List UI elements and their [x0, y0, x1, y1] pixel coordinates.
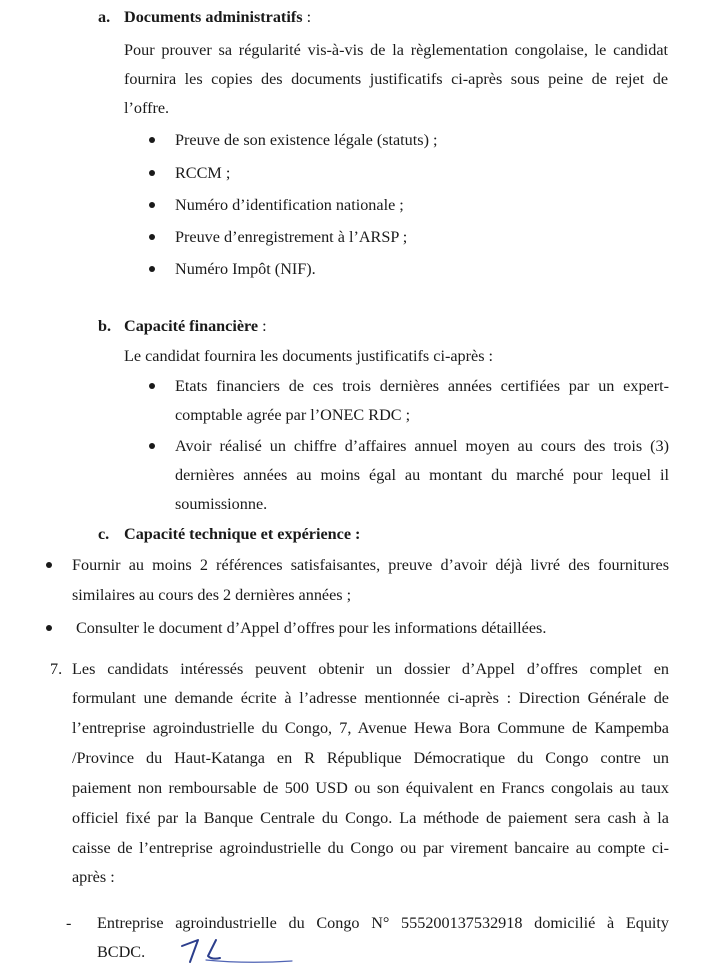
- list-item-line: Fournir au moins 2 références satisfaisantes, preuve d’avoir déjà livré des fournitures: [72, 556, 669, 574]
- section-7-line: caisse de l’entreprise agroindustrielle du Congo ou par virement bancaire au compte ci-: [72, 839, 669, 857]
- bullet-icon: [149, 170, 155, 176]
- section-b-heading-line: [124, 316, 267, 336]
- list-item-line: dernières années au moins égal au montant du marché pour lequel il: [175, 466, 669, 484]
- list-item: Consulter le document d’Appel d’offres pour les informations détaillées.: [76, 619, 547, 637]
- bullet-icon: [149, 234, 155, 240]
- bank-account-line: BCDC.: [97, 943, 146, 961]
- bullet-icon: [149, 266, 155, 272]
- section-7-line: formulant une demande écrite à l’adresse mentionnée ci-après : Direction Générale de: [72, 689, 669, 707]
- section-a-paragraph-line: Pour prouver sa régularité vis-à-vis de la règlementation congolaise, le candidat: [124, 41, 668, 59]
- section-7-line: paiement non remboursable de 500 USD ou son équivalent en Francs congolais au taux: [72, 779, 669, 797]
- list-item-line: Avoir réalisé un chiffre d’affaires annuel moyen au cours des trois (3): [175, 437, 669, 455]
- list-item-line: Etats financiers de ces trois dernières années certifiées par un expert-: [175, 377, 669, 395]
- section-a-marker: a.: [98, 8, 111, 26]
- section-a-paragraph-line: l’offre.: [124, 99, 170, 117]
- bullet-icon: [149, 383, 155, 389]
- section-7-line: Les candidats intéressés peuvent obtenir un dossier d’Appel d’offres complet en: [72, 660, 669, 678]
- dash-marker: -: [66, 914, 72, 932]
- section-7-line: l’entreprise agroindustrielle du Congo, 7, Avenue Hewa Bora Commune de Kampemba: [72, 719, 669, 737]
- section-7-line: officiel fixé par la Banque Centrale du Congo. La méthode de paiement sera cash à la: [72, 809, 669, 827]
- list-item: Preuve de son existence légale (statuts) ;: [175, 131, 438, 149]
- section-b-heading-suffix: :: [258, 317, 267, 335]
- bullet-icon: [46, 562, 52, 568]
- list-item-line: comptable agrée par l’ONEC RDC ;: [175, 406, 411, 424]
- section-b-marker: b.: [98, 317, 112, 335]
- bank-account-line: Entreprise agroindustrielle du Congo N° 555200137532918 domicilié à Equity: [97, 914, 669, 932]
- section-a-heading-suffix: :: [302, 8, 312, 26]
- list-item: Numéro Impôt (NIF).: [175, 260, 316, 278]
- bullet-icon: [149, 137, 155, 143]
- bullet-icon: [149, 443, 155, 449]
- bullet-icon: [149, 202, 155, 208]
- list-item-line: soumissionne.: [175, 495, 268, 513]
- list-item: Preuve d’enregistrement à l’ARSP ;: [175, 228, 408, 246]
- section-a-heading: Documents administratifs: [124, 8, 303, 26]
- section-7-line: /Province du Haut-Katanga en R République Démocratique du Congo contre un: [72, 749, 669, 767]
- section-c-heading: Capacité technique et expérience :: [124, 525, 361, 543]
- list-item: RCCM ;: [175, 164, 231, 182]
- section-a-heading-line: [124, 7, 311, 27]
- list-item: Numéro d’identification nationale ;: [175, 196, 404, 214]
- section-7-number: 7.: [50, 660, 63, 678]
- section-b-paragraph: Le candidat fournira les documents justificatifs ci-après :: [124, 347, 494, 365]
- bullet-icon: [46, 625, 52, 631]
- section-a-paragraph-line: fournira les copies des documents justificatifs ci-après sous peine de rejet de: [124, 70, 668, 88]
- section-c-marker: c.: [98, 525, 110, 543]
- signature-initials: [176, 934, 296, 966]
- list-item-line: similaires au cours des 2 dernières années ;: [72, 586, 352, 604]
- section-7-line: après :: [72, 868, 115, 886]
- section-b-heading: Capacité financière: [124, 317, 259, 335]
